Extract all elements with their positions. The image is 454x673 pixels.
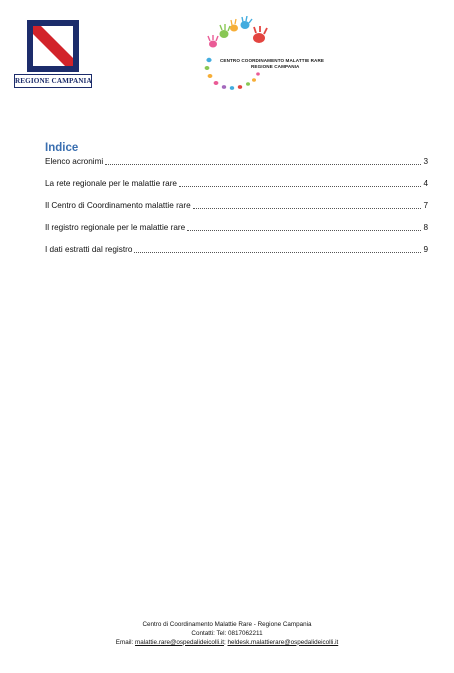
toc-entry-label: I dati estratti dal registro [45, 245, 133, 254]
footer-email-separator: ; [224, 638, 228, 646]
toc-entry[interactable] [45, 200, 428, 211]
toc-entry-page: 7 [423, 201, 428, 210]
regione-campania-logo [14, 18, 92, 90]
toc-entry[interactable] [45, 244, 428, 255]
toc-entry-label: La rete regionale per le malattie rare [45, 179, 177, 188]
toc-leader-dots [134, 251, 421, 253]
toc-entry[interactable] [45, 156, 428, 167]
toc-entry-page: 3 [423, 157, 428, 166]
table-of-contents [45, 156, 428, 255]
regione-campania-caption: REGIONE CAMPANIA [14, 74, 92, 88]
toc-entry-label: Il registro regionale per le malattie rare [45, 223, 186, 232]
centro-logo-title: CENTRO COORDINAMENTO MALATTIE RARE [220, 58, 325, 63]
index-title: Indice [45, 142, 79, 154]
footer-email-line [0, 639, 454, 648]
toc-entry[interactable] [45, 178, 428, 189]
toc-entry-page: 4 [423, 179, 428, 188]
toc-entry-page: 9 [423, 245, 428, 254]
centro-logo-subtitle: REGIONE CAMPANIA [251, 64, 300, 69]
toc-leader-dots [187, 229, 421, 231]
colored-hands-icon [196, 16, 276, 94]
toc-entry[interactable] [45, 222, 428, 233]
toc-entry-label: Il Centro di Coordinamento malattie rare [45, 201, 191, 210]
toc-entry-page: 8 [423, 223, 428, 232]
centro-coordinamento-logo [196, 16, 358, 94]
email-link-malattie-rare[interactable]: malattie.rare@ospedalideicolli.it [135, 638, 225, 646]
toc-entry-label: Elenco acronimi [45, 157, 104, 166]
page-footer [0, 621, 454, 647]
email-link-helpdesk[interactable]: heldesk.malattierare@ospedalideicolli.it [227, 638, 339, 646]
toc-leader-dots [179, 185, 421, 187]
footer-organization: Centro di Coordinamento Malattie Rare - Regione Campania [142, 621, 312, 628]
toc-leader-dots [105, 163, 421, 165]
footer-contacts: Contatti: Tel: 0817062211 [191, 629, 263, 637]
toc-leader-dots [193, 207, 422, 209]
campania-shield-icon [27, 20, 79, 72]
footer-email-label: Email: [115, 638, 136, 646]
